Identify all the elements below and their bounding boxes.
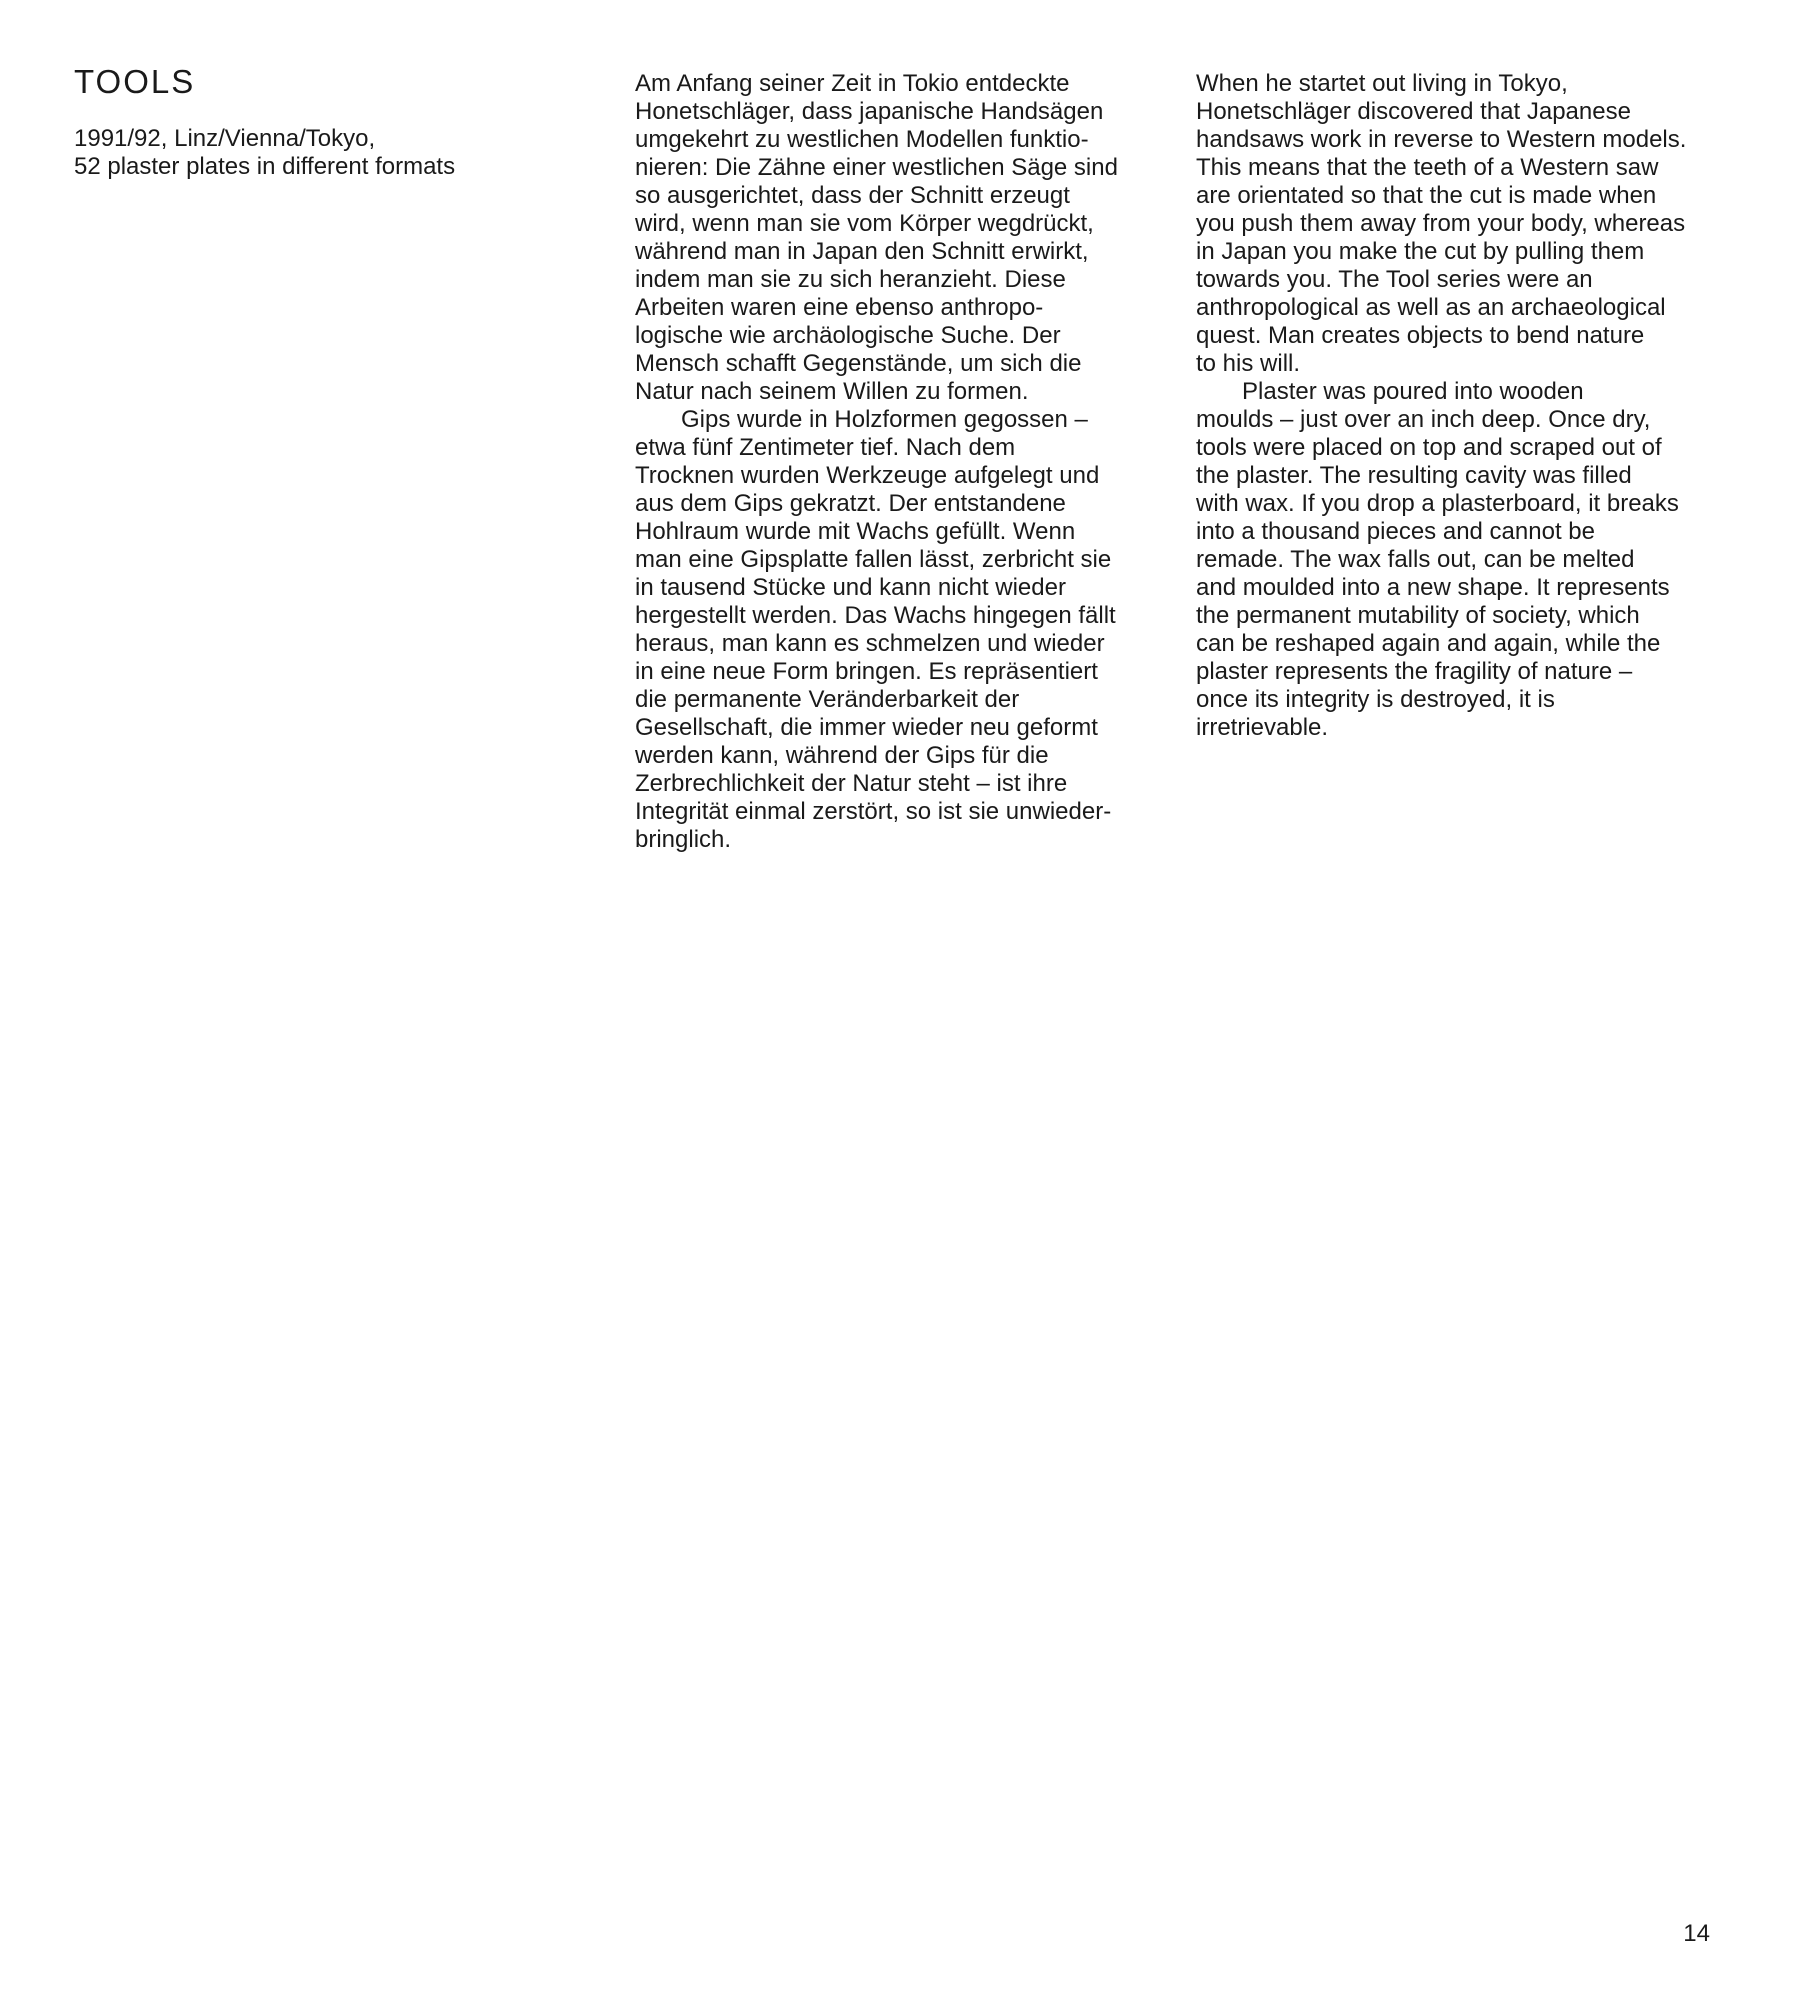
text-line: wird, wenn man sie vom Körper wegdrückt, bbox=[635, 210, 1094, 237]
text-line: the permanent mutability of society, which bbox=[1196, 602, 1640, 629]
text-line: moulds – just over an inch deep. Once dry, bbox=[1196, 406, 1651, 433]
page-number: 14 bbox=[1683, 1920, 1710, 1947]
text-line: Gesellschaft, die immer wieder neu geformt bbox=[635, 714, 1098, 741]
text-line: handsaws work in reverse to Western models. bbox=[1196, 126, 1687, 153]
text-line: into a thousand pieces and cannot be bbox=[1196, 518, 1595, 545]
text-line: umgekehrt zu westlichen Modellen funktio- bbox=[635, 126, 1089, 153]
text-line: can be reshaped again and again, while the bbox=[1196, 630, 1661, 657]
artwork-meta bbox=[74, 125, 455, 181]
text-line: indem man sie zu sich heranzieht. Diese bbox=[635, 266, 1066, 293]
text-line: Natur nach seinem Willen zu formen. bbox=[635, 378, 1029, 405]
text-line: to his will. bbox=[1196, 350, 1301, 377]
english-text-column bbox=[1196, 70, 1726, 742]
artwork-material: 52 plaster plates in different formats bbox=[74, 153, 456, 180]
text-line: anthropological as well as an archaeological bbox=[1196, 294, 1666, 321]
text-line: werden kann, während der Gips für die bbox=[635, 742, 1049, 769]
text-line: Plaster was poured into wooden bbox=[1242, 378, 1584, 405]
german-paragraph-2 bbox=[635, 406, 1165, 854]
text-line: you push them away from your body, whereas bbox=[1196, 210, 1686, 237]
text-line: are orientated so that the cut is made when bbox=[1196, 182, 1657, 209]
text-line: in eine neue Form bringen. Es repräsentiert bbox=[635, 658, 1098, 685]
text-line: tools were placed on top and scraped out of bbox=[1196, 434, 1662, 461]
text-line: When he startet out living in Tokyo, bbox=[1196, 70, 1568, 97]
text-line: die permanente Veränderbarkeit der bbox=[635, 686, 1020, 713]
text-line: Am Anfang seiner Zeit in Tokio entdeckte bbox=[635, 70, 1070, 97]
text-line: quest. Man creates objects to bend nature bbox=[1196, 322, 1645, 349]
text-line: Honetschläger, dass japanische Handsägen bbox=[635, 98, 1104, 125]
text-line: nieren: Die Zähne einer westlichen Säge sind bbox=[635, 154, 1118, 181]
text-line: in Japan you make the cut by pulling them bbox=[1196, 238, 1645, 265]
text-line: and moulded into a new shape. It represents bbox=[1196, 574, 1670, 601]
text-line: hergestellt werden. Das Wachs hingegen fällt bbox=[635, 602, 1116, 629]
text-line: Zerbrechlichkeit der Natur steht – ist ihre bbox=[635, 770, 1068, 797]
text-line: Gips wurde in Holzformen gegossen – bbox=[681, 406, 1088, 433]
german-paragraph-1 bbox=[635, 70, 1165, 406]
text-line: etwa fünf Zentimeter tief. Nach dem bbox=[635, 434, 1016, 461]
text-line: with wax. If you drop a plasterboard, it breaks bbox=[1196, 490, 1679, 517]
text-line: the plaster. The resulting cavity was filled bbox=[1196, 462, 1632, 489]
english-paragraph-1 bbox=[1196, 70, 1726, 378]
text-line: aus dem Gips gekratzt. Der entstandene bbox=[635, 490, 1066, 517]
text-line: so ausgerichtet, dass der Schnitt erzeugt bbox=[635, 182, 1070, 209]
german-text-column bbox=[635, 70, 1165, 854]
text-line: in tausend Stücke und kann nicht wieder bbox=[635, 574, 1066, 601]
text-line: Trocknen wurden Werkzeuge aufgelegt und bbox=[635, 462, 1100, 489]
text-line: irretrievable. bbox=[1196, 714, 1329, 741]
text-line: heraus, man kann es schmelzen und wieder bbox=[635, 630, 1105, 657]
text-line: towards you. The Tool series were an bbox=[1196, 266, 1593, 293]
text-line: bringlich. bbox=[635, 826, 732, 853]
text-line: Mensch schafft Gegenstände, um sich die bbox=[635, 350, 1082, 377]
text-line: logische wie archäologische Suche. Der bbox=[635, 322, 1061, 349]
text-line: once its integrity is destroyed, it is bbox=[1196, 686, 1555, 713]
english-paragraph-2 bbox=[1196, 378, 1726, 742]
page-title: TOOLS bbox=[74, 63, 196, 100]
text-line: während man in Japan den Schnitt erwirkt, bbox=[635, 238, 1089, 265]
text-line: plaster represents the fragility of nature – bbox=[1196, 658, 1633, 685]
text-line: This means that the teeth of a Western saw bbox=[1196, 154, 1659, 181]
text-line: man eine Gipsplatte fallen lässt, zerbricht sie bbox=[635, 546, 1112, 573]
text-line: Hohlraum wurde mit Wachs gefüllt. Wenn bbox=[635, 518, 1076, 545]
text-line: Honetschläger discovered that Japanese bbox=[1196, 98, 1631, 125]
artwork-date-location: 1991/92, Linz/Vienna/Tokyo, bbox=[74, 125, 376, 152]
text-line: Integrität einmal zerstört, so ist sie unwieder- bbox=[635, 798, 1112, 825]
text-line: remade. The wax falls out, can be melted bbox=[1196, 546, 1635, 573]
text-line: Arbeiten waren eine ebenso anthropo- bbox=[635, 294, 1044, 321]
